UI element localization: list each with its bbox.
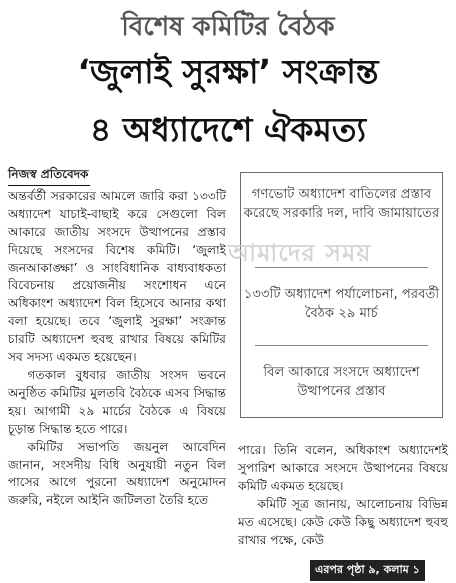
highlights-box (240, 172, 443, 418)
headline-line-1: ‘জুলাই সুরক্ষা’ সংক্রান্ত (77, 52, 379, 91)
continued-on-page-label: এরপর পৃষ্ঠা ৯, কলাম ১ (310, 560, 425, 581)
paragraph-5: কমিটি সূত্র জানায়, আলোচনায় বিভিন্ন মত এসেছে। কেউ কেউ কিছু অধ্যাদেশ হুবহু রাখার পক্ষে, কেউ (238, 496, 448, 547)
headline-line-2: ৪ অধ্যাদেশে ঐকমত্য (89, 110, 367, 149)
paragraph-1: অন্তর্বর্তী সরকারের আমলে জারি করা ১৩৩টি অধ্যাদেশ যাচাই-বাছাই করে সেগুলো বিল আকারে জাতীয় সংসদে উত্থাপনের প্রস্তাব দিয়েছে সংসদের বিশেষ কমিটি। ‘জুলাই জনআকাঙ্ক্ষা’ ও সাংবিধানিক বাধ্যবাধকতা বিবেচনায় প্রয়োজনীয় সংশোধন এনে অধিকাংশ অধ্যাদেশ বিল হিসেবে আনার কথা বলা হয়েছে। তবে ‘জুলাই সুরক্ষা’ সংক্রান্ত চারটি অধ্যাদেশ হুবহু রাখার বিষয়ে কমিটির সব সদস্য একমত হয়েছেন। (8, 188, 226, 365)
paragraph-2: গতকাল বুধবার জাতীয় সংসদ ভবনে অনুষ্ঠিত কমিটির মুলতবি বৈঠকে এসব সিদ্ধান্ত হয়। আগামী ২৯ মার্চের বৈঠকে এ বিষয়ে চূড়ান্ত সিদ্ধান্ত হতে পারে। (8, 367, 226, 436)
highlight-3: বিল আকারে সংসদে অধ্যাদেশ উত্থাপনের প্রস্তাব (263, 365, 420, 399)
divider (255, 345, 428, 346)
watermark: আমাদের সময় (228, 239, 372, 267)
kicker: বিশেষ কমিটির বৈঠক (121, 12, 335, 42)
highlight-1: গণভোট অধ্যাদেশ বাতিলের প্রস্তাব করেছে সরকারি দল, দাবি জামায়াতের (243, 187, 440, 221)
article-column-2 (238, 442, 448, 549)
article-column-1 (8, 166, 226, 510)
highlight-2: ১৩৩টি অধ্যাদেশ পর্যালোচনা, পরবর্তী বৈঠক ২৯ মার্চ (243, 287, 440, 321)
paragraph-3: কমিটির সভাপতি জয়নুল আবেদিন জানান, সংসদীয় বিধি অনুযায়ী নতুন বিল পাসের আগে পুরনো অধ্যাদেশ অনুমোদন জরুরি, নইলে আইনি জটিলতা তৈরি হতে (8, 439, 226, 508)
byline: নিজস্ব প্রতিবেদক (8, 166, 90, 186)
paragraph-4: পারে। তিনি বলেন, অধিকাংশ অধ্যাদেশই সুপারিশ আকারে সংসদে উত্থাপনের বিষয়ে কমিটি একমত হয়েছে। (238, 443, 448, 493)
